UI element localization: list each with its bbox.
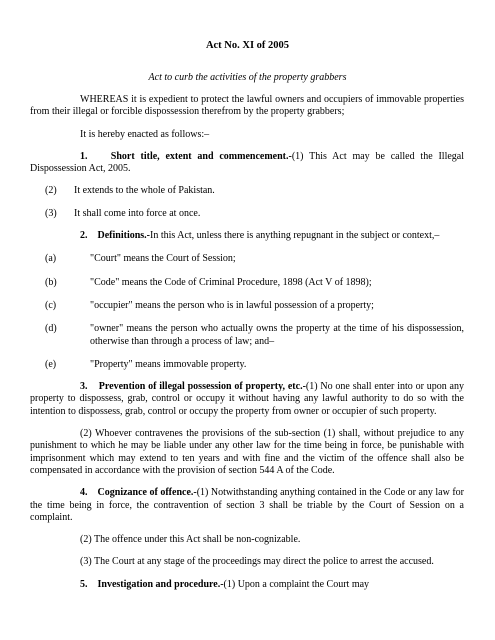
item-text: "Code" means the Code of Criminal Procedure, 1898 (Act V of 1898); (90, 276, 372, 288)
item-text: "owner" means the person who actually owns the property at the time of his dispossession, otherwise than through a process of law; and– (90, 323, 464, 347)
section-3-subsection-2: (2) Whoever contravenes the provisions of the sub-section (1) shall, without prejudice to any punishment to which he may be liable under any other law for the time being in force, be punishable with imprisonment which may extend to ten years and with fine and the victim of the offence shall also be compensated in accordance with the provision of section 544 A of the Code. (30, 428, 464, 476)
section-2 (30, 230, 464, 242)
section-1 (30, 151, 464, 176)
act-subtitle: Act to curb the activities of the property grabbers (148, 72, 347, 83)
subsection-text: It extends to the whole of Pakistan. (74, 185, 215, 197)
definition-item (30, 359, 464, 371)
preamble-whereas: WHEREAS it is expedient to protect the lawful owners and occupiers of immovable properties from their illegal or forcible dispossession therefrom by the property grabbers; (30, 94, 464, 118)
act-title: Act No. XI of 2005 (205, 40, 290, 51)
section-3-text: (1) No one shall enter into or upon any property to dispossess, grab, control or occupy it without having any lawful authority to do so with the intention to dispossess, grab, control or occupy the property from owner or occupier of such property. (30, 381, 465, 417)
section-3 (30, 381, 464, 418)
definition-item (30, 300, 464, 312)
section-1-subsection (30, 185, 464, 197)
item-label: (b) (45, 276, 57, 288)
section-5 (30, 579, 464, 591)
section-2-text: In this Act, unless there is anything repugnant in the subject or context,– (150, 230, 440, 242)
section-4-subsection-2: (2) The offence under this Act shall be non-cognizable. (80, 534, 301, 546)
section-5-number: 5. (80, 578, 88, 590)
subsection-number: (3) (45, 207, 57, 219)
subsection-text: It shall come into force at once. (74, 207, 201, 219)
definition-item (30, 253, 464, 265)
section-2-heading: Definitions.- (97, 230, 150, 242)
subsection-number: (2) (45, 185, 57, 197)
section-5-heading: Investigation and procedure.- (97, 578, 224, 590)
section-1-text: (1) This Act may be called the Illegal Dispossession Act, 2005. (30, 150, 465, 175)
section-1-heading: Short title, extent and commencement.- (110, 150, 292, 162)
section-4-heading: Cognizance of offence.- (97, 487, 197, 499)
item-label: (d) (45, 323, 57, 335)
definition-item (30, 277, 464, 289)
item-text: "Property" means immovable property. (90, 358, 247, 370)
definition-item (30, 323, 464, 348)
section-1-number: 1. (80, 150, 88, 162)
item-text: "occupier" means the person who is in lawful possession of a property; (90, 299, 374, 311)
section-3-number: 3. (80, 381, 88, 393)
section-4 (30, 487, 464, 524)
preamble-enacted: It is hereby enacted as follows:– (80, 128, 210, 140)
item-label: (c) (45, 299, 57, 311)
section-5-text: (1) Upon a complaint the Court may (223, 578, 370, 590)
item-text: "Court" means the Court of Session; (90, 253, 236, 265)
section-4-subsection-3: (3) The Court at any stage of the proceedings may direct the police to arrest the accused. (80, 556, 434, 568)
section-4-text: (1) Notwithstanding anything contained in the Code or any law for the time being in force, the contravention of section 3 shall be triable by the Court of Session on a complaint. (30, 487, 464, 523)
section-1-subsection (30, 208, 464, 220)
document-body (30, 94, 464, 591)
section-2-number: 2. (80, 230, 88, 242)
item-label: (a) (45, 253, 57, 265)
section-3-heading: Prevention of illegal possession of property, etc.- (98, 381, 306, 393)
section-4-number: 4. (80, 487, 88, 499)
item-label: (e) (45, 358, 57, 370)
